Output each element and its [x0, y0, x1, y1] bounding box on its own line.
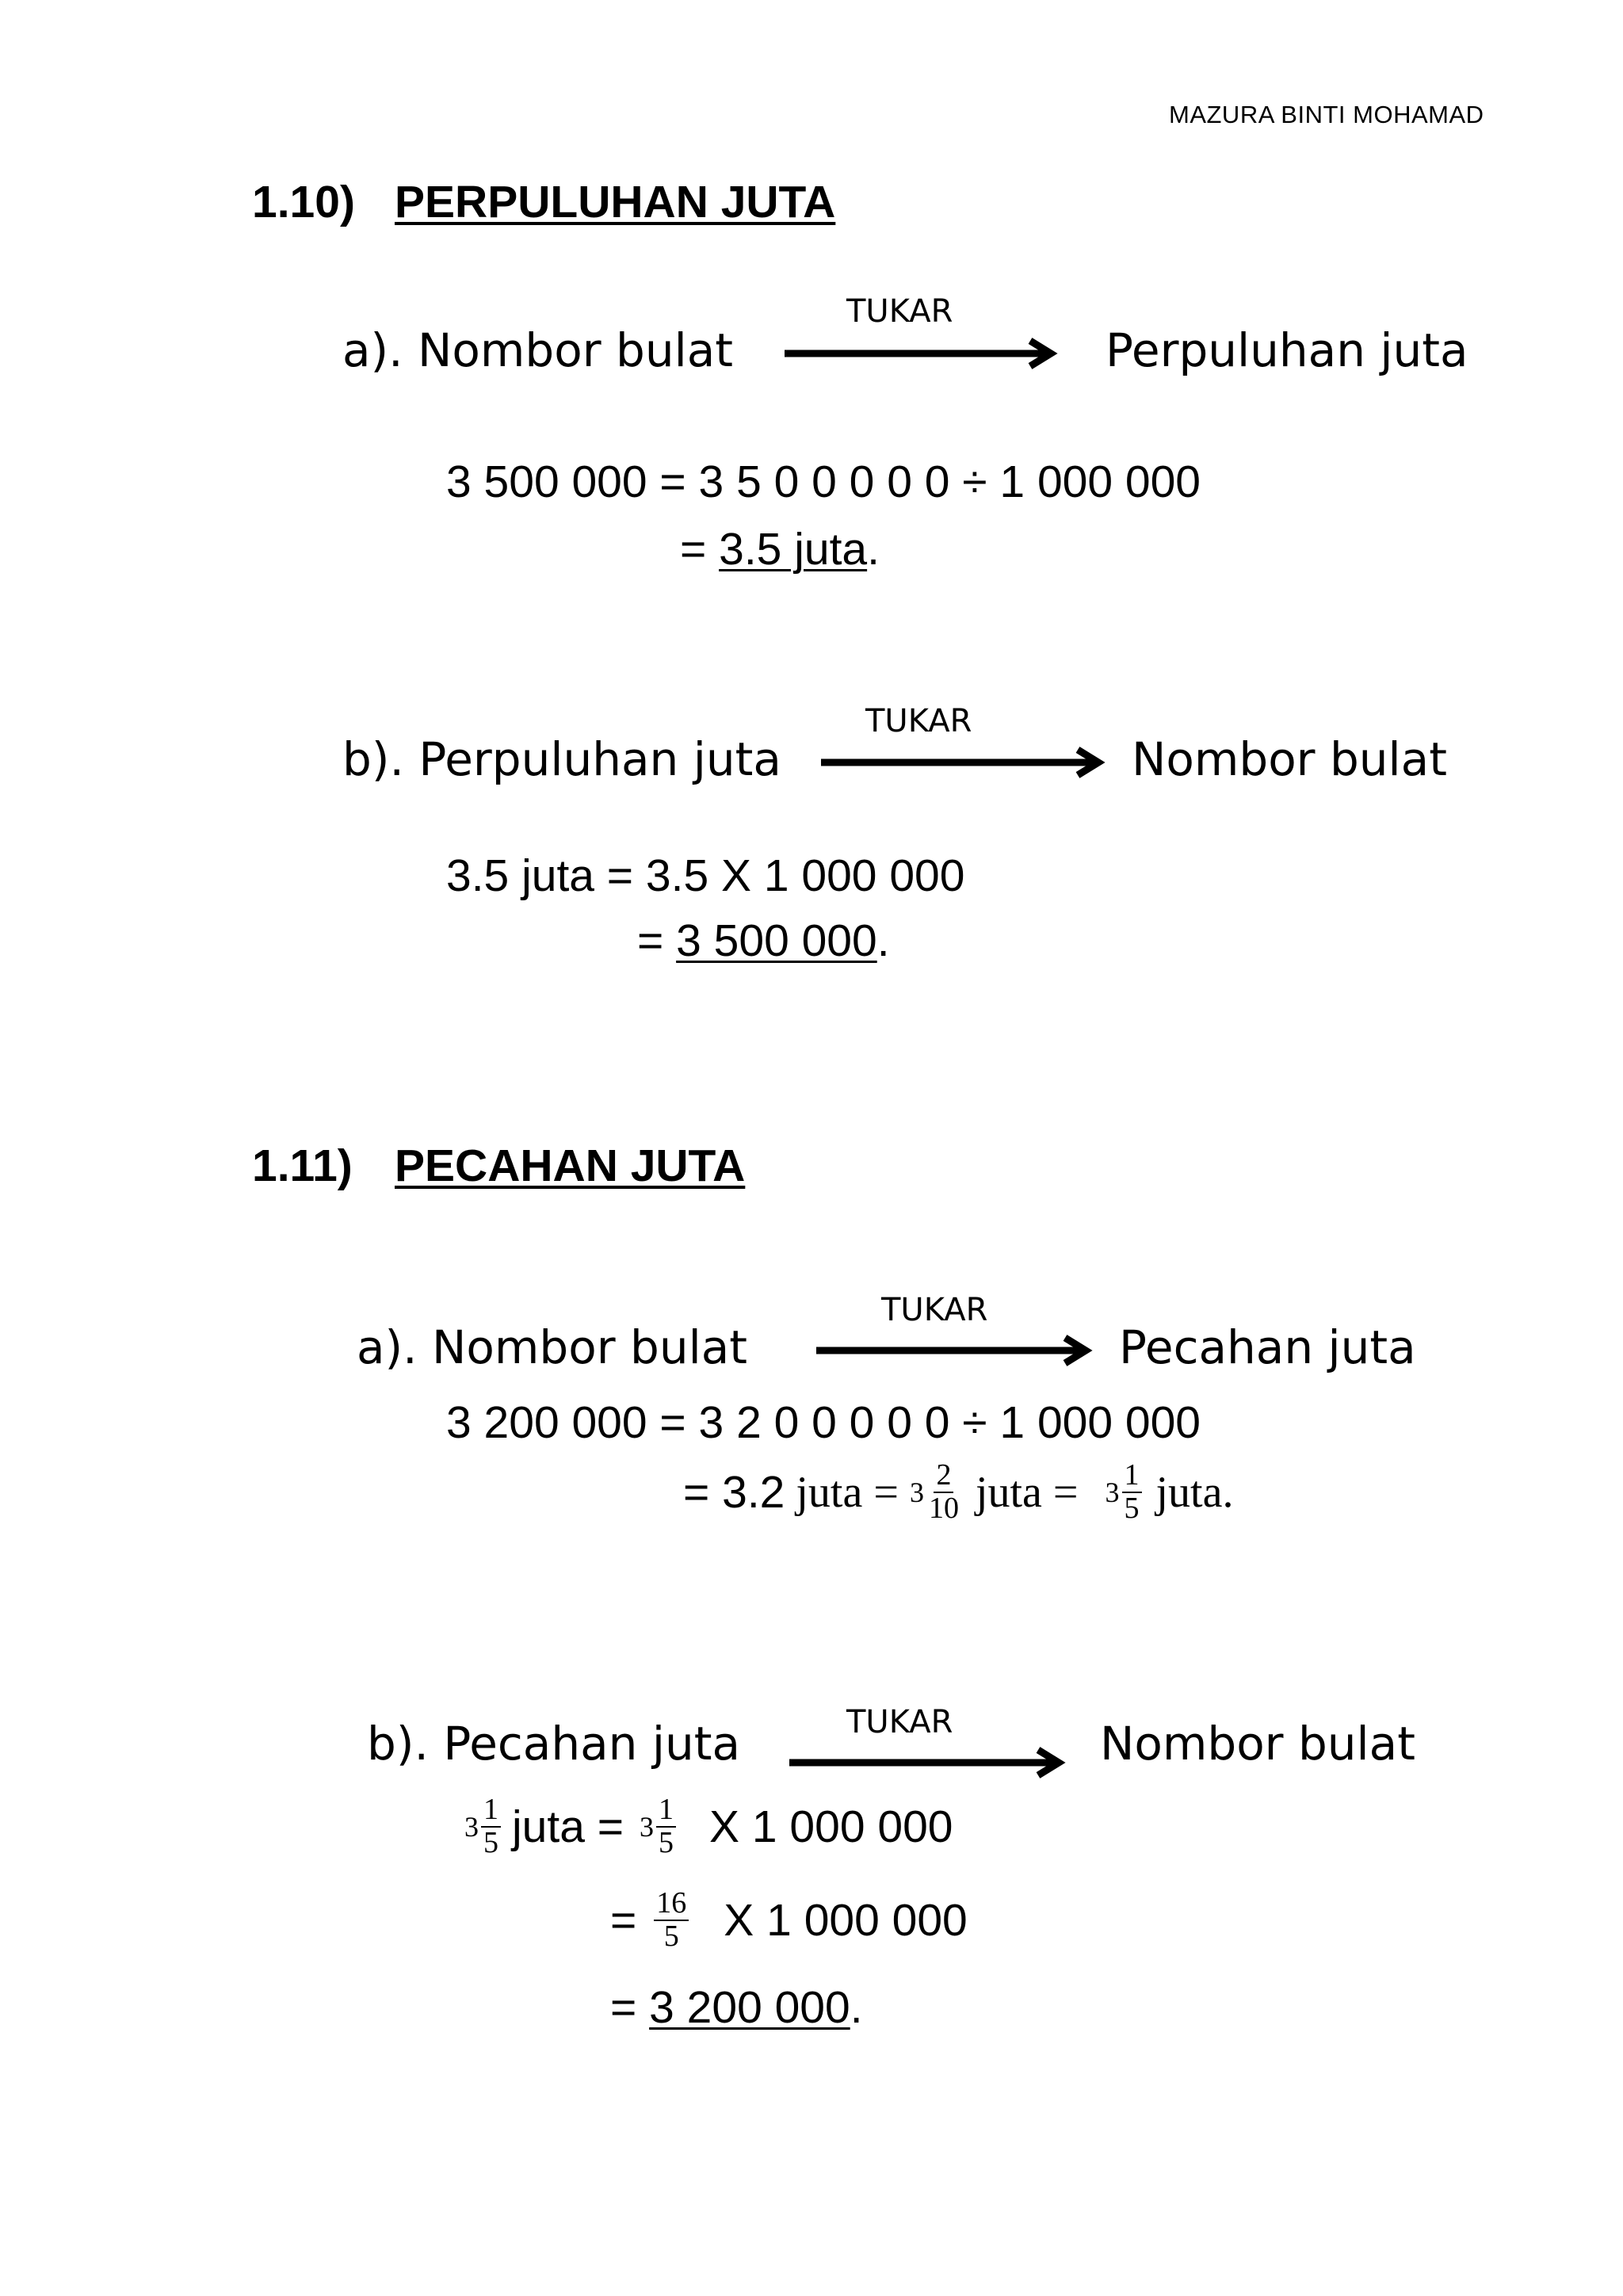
decimal-result: = 3.2	[683, 1466, 785, 1518]
multiplication-text: X 1 000 000	[709, 1801, 953, 1852]
fraction-numerator: 2	[934, 1460, 953, 1493]
equation-result	[610, 1981, 863, 2034]
right-arrow-icon	[821, 747, 1106, 778]
arrow-label: TUKAR	[881, 1292, 988, 1328]
equation-result	[637, 915, 890, 967]
period: .	[876, 915, 890, 966]
juta-text: juta =	[975, 1467, 1079, 1517]
fraction-whole: 3	[464, 1810, 479, 1843]
juta-text: juta =	[512, 1801, 624, 1852]
conversion-to-label: Perpuluhan juta	[1106, 323, 1468, 377]
fraction-whole: 3	[909, 1476, 924, 1508]
answer: 3 500 000	[676, 915, 877, 966]
conversion-to-label: Nombor bulat	[1132, 732, 1447, 786]
right-arrow-icon	[816, 1335, 1102, 1366]
fraction-denominator: 5	[483, 1825, 498, 1859]
fraction-denominator: 5	[659, 1825, 674, 1859]
multiplication-text: X 1 000 000	[724, 1894, 968, 1946]
mixed-fraction	[640, 1794, 676, 1859]
equals-sign: =	[610, 1894, 637, 1946]
equals-sign: =	[637, 915, 677, 966]
right-arrow-icon	[789, 1747, 1075, 1778]
section-title: PECAHAN JUTA	[395, 1140, 746, 1191]
section-heading-1-10	[252, 176, 835, 228]
conversion-from-label: b). Pecahan juta	[367, 1717, 740, 1771]
fraction-denominator: 5	[1124, 1491, 1140, 1525]
equals-sign: =	[680, 524, 720, 575]
equation-line: 3 500 000 = 3 5 0 0 0 0 0 ÷ 1 000 000	[446, 457, 1201, 507]
period: .	[850, 1982, 863, 2033]
right-arrow-icon	[785, 338, 1070, 369]
improper-fraction	[654, 1888, 689, 1953]
conversion-from-label: b). Perpuluhan juta	[342, 732, 781, 786]
fraction-denominator: 5	[663, 1919, 679, 1953]
arrow-label: TUKAR	[865, 703, 972, 739]
answer: 3 200 000	[649, 1982, 850, 2033]
conversion-to-label: Nombor bulat	[1100, 1717, 1415, 1771]
conversion-from-label: a). Nombor bulat	[342, 323, 733, 377]
section-title: PERPULUHAN JUTA	[395, 177, 836, 227]
mixed-fraction	[464, 1794, 501, 1859]
section-heading-1-11	[252, 1140, 745, 1192]
fraction-numerator: 1	[1122, 1460, 1142, 1493]
equation-line	[610, 1888, 968, 1953]
answer: 3.5 juta	[719, 524, 868, 575]
juta-text: juta.	[1155, 1467, 1234, 1517]
period: .	[867, 524, 880, 575]
arrow-label: TUKAR	[846, 1704, 953, 1740]
fraction-whole: 3	[1105, 1476, 1120, 1508]
fraction-whole: 3	[640, 1810, 655, 1843]
mixed-fraction	[910, 1460, 961, 1525]
equation-line	[464, 1794, 953, 1859]
juta-text: juta =	[796, 1467, 899, 1517]
mixed-fraction	[1106, 1460, 1142, 1525]
equation-result	[680, 523, 880, 575]
equation-result	[683, 1460, 1233, 1525]
arrow-label: TUKAR	[846, 293, 953, 330]
equation-line: 3 200 000 = 3 2 0 0 0 0 0 ÷ 1 000 000	[446, 1397, 1201, 1448]
conversion-from-label: a). Nombor bulat	[357, 1320, 747, 1374]
equation-line: 3.5 juta = 3.5 X 1 000 000	[446, 850, 965, 901]
fraction-numerator: 16	[654, 1888, 689, 1921]
conversion-to-label: Pecahan juta	[1119, 1320, 1416, 1374]
section-number: 1.10)	[252, 177, 355, 227]
equals-sign: =	[610, 1982, 650, 2033]
section-number: 1.11)	[252, 1140, 353, 1191]
fraction-numerator: 1	[481, 1794, 501, 1828]
author-name: MAZURA BINTI MOHAMAD	[1169, 101, 1484, 128]
fraction-denominator: 10	[928, 1491, 959, 1525]
fraction-numerator: 1	[656, 1794, 676, 1828]
